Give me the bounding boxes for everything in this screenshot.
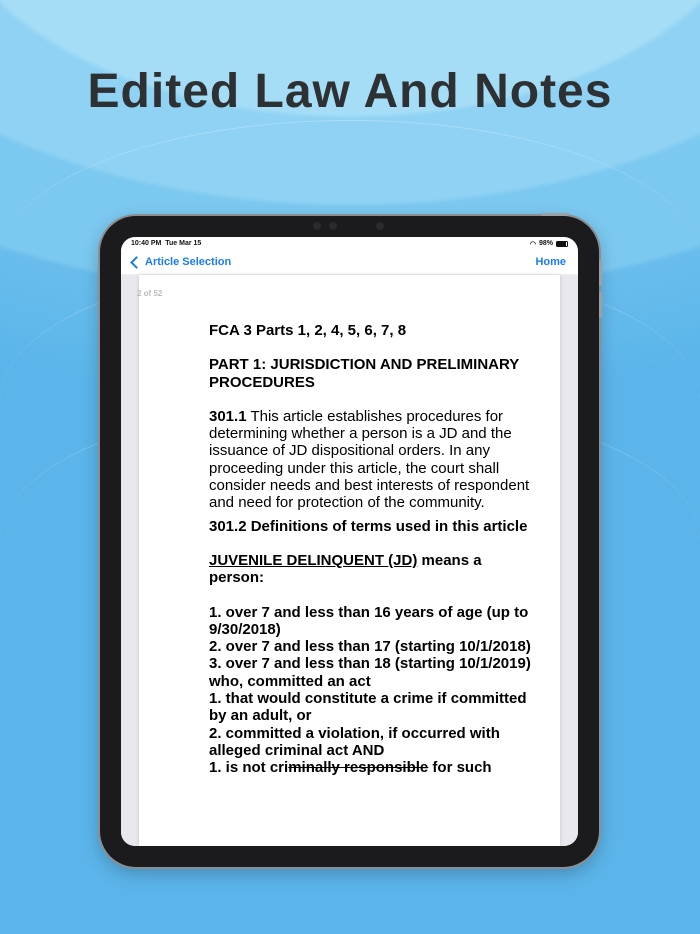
sensor-icon bbox=[313, 222, 321, 230]
document-text bbox=[209, 322, 539, 777]
chevron-left-icon bbox=[130, 256, 143, 269]
jd-term: JUVENILE DELINQUENT (JD) bbox=[209, 551, 418, 569]
list-item bbox=[209, 759, 539, 776]
list-item: 1. over 7 and less than 16 years of age (up to 9/30/2018) bbox=[209, 603, 529, 638]
definition-list bbox=[209, 604, 539, 777]
list-item: who, committed an act bbox=[209, 672, 371, 690]
part-heading: PART 1: JURISDICTION AND PRELIMINARY PROCEDURES bbox=[209, 356, 520, 391]
sensor-icon bbox=[329, 222, 337, 230]
back-label: Article Selection bbox=[145, 256, 232, 268]
jd-definition bbox=[209, 552, 539, 587]
doc-title: FCA 3 Parts 1, 2, 4, 5, 6, 7, 8 bbox=[209, 322, 407, 339]
camera-icon bbox=[376, 222, 384, 230]
list-item: 3. over 7 and less than 18 (starting 10/1/2019) bbox=[209, 655, 531, 673]
page-indicator: 2 of 52 bbox=[137, 289, 163, 298]
section-number: 301.1 bbox=[209, 407, 247, 425]
document-viewer[interactable] bbox=[121, 275, 578, 846]
volume-button bbox=[599, 260, 602, 286]
screen bbox=[121, 237, 578, 846]
status-time: 10:40 PM bbox=[131, 240, 162, 247]
text: for such bbox=[428, 759, 492, 777]
section-301-1 bbox=[209, 408, 539, 512]
status-bar bbox=[121, 237, 578, 250]
document-page bbox=[139, 275, 560, 846]
top-button bbox=[541, 213, 569, 216]
jd-rest: means a person: bbox=[209, 551, 482, 587]
battery-icon bbox=[556, 241, 568, 247]
battery-percent: 98% bbox=[538, 240, 553, 247]
list-item: 1. that would constitute a crime if committed by an adult, or bbox=[209, 690, 527, 725]
wifi-icon: ◠ bbox=[529, 240, 536, 248]
text: 1. is not cri bbox=[209, 759, 289, 777]
home-button[interactable]: Home bbox=[535, 256, 566, 268]
status-date: Tue Mar 15 bbox=[165, 240, 202, 247]
back-button[interactable] bbox=[129, 256, 231, 268]
list-item: 2. over 7 and less than 17 (starting 10/1/2018) bbox=[209, 638, 531, 656]
section-301-2: 301.2 Definitions of terms used in this article bbox=[209, 517, 528, 535]
section-text: This article establishes procedures for determining whether a person is a JD and the issuance of JD dispositional orders. In any proceeding under this article, the court shall consider needs and best interests of respondent and need for protection of the community. bbox=[209, 407, 530, 512]
struck-text: minally responsible bbox=[288, 759, 429, 777]
nav-bar bbox=[121, 250, 578, 275]
headline: Edited Law And Notes bbox=[87, 65, 613, 118]
list-item: 2. committed a violation, if occurred with alleged criminal act AND bbox=[209, 724, 500, 759]
volume-button bbox=[599, 292, 602, 318]
ipad-frame bbox=[100, 216, 599, 867]
